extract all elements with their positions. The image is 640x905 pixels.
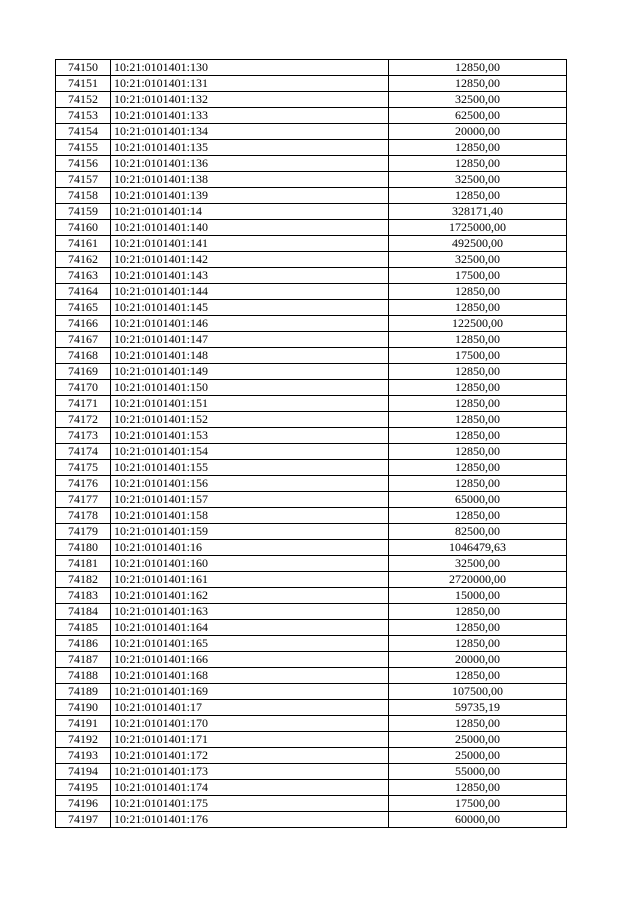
cadastral-number: 10:21:0101401:161 (111, 572, 389, 588)
table-row (56, 76, 567, 92)
row-number: 74151 (56, 76, 111, 92)
table-row (56, 460, 567, 476)
row-number: 74192 (56, 732, 111, 748)
row-number: 74156 (56, 156, 111, 172)
table-row (56, 716, 567, 732)
row-number: 74180 (56, 540, 111, 556)
cadastral-value: 60000,00 (389, 812, 567, 828)
cadastral-number: 10:21:0101401:175 (111, 796, 389, 812)
table-row (56, 188, 567, 204)
cadastral-number: 10:21:0101401:155 (111, 460, 389, 476)
table-row (56, 220, 567, 236)
cadastral-number: 10:21:0101401:17 (111, 700, 389, 716)
table-row (56, 540, 567, 556)
cadastral-value: 12850,00 (389, 636, 567, 652)
cadastral-value: 25000,00 (389, 748, 567, 764)
cadastral-value-table (55, 59, 567, 828)
cadastral-value: 1725000,00 (389, 220, 567, 236)
row-number: 74188 (56, 668, 111, 684)
table-row (56, 204, 567, 220)
cadastral-value: 12850,00 (389, 412, 567, 428)
cadastral-value: 82500,00 (389, 524, 567, 540)
cadastral-value: 12850,00 (389, 780, 567, 796)
cadastral-value: 12850,00 (389, 508, 567, 524)
cadastral-value: 12850,00 (389, 60, 567, 76)
cadastral-value: 122500,00 (389, 316, 567, 332)
table-row (56, 796, 567, 812)
table-row (56, 236, 567, 252)
row-number: 74196 (56, 796, 111, 812)
row-number: 74161 (56, 236, 111, 252)
row-number: 74171 (56, 396, 111, 412)
cadastral-number: 10:21:0101401:136 (111, 156, 389, 172)
row-number: 74165 (56, 300, 111, 316)
table-row (56, 348, 567, 364)
cadastral-number: 10:21:0101401:131 (111, 76, 389, 92)
table-row (56, 252, 567, 268)
cadastral-value: 107500,00 (389, 684, 567, 700)
table-row (56, 652, 567, 668)
table-row (56, 508, 567, 524)
cadastral-number: 10:21:0101401:143 (111, 268, 389, 284)
cadastral-number: 10:21:0101401:160 (111, 556, 389, 572)
table-row (56, 636, 567, 652)
row-number: 74191 (56, 716, 111, 732)
cadastral-value: 12850,00 (389, 428, 567, 444)
row-number: 74178 (56, 508, 111, 524)
row-number: 74163 (56, 268, 111, 284)
cadastral-value: 12850,00 (389, 716, 567, 732)
cadastral-number: 10:21:0101401:144 (111, 284, 389, 300)
row-number: 74187 (56, 652, 111, 668)
row-number: 74152 (56, 92, 111, 108)
cadastral-value: 15000,00 (389, 588, 567, 604)
cadastral-value: 12850,00 (389, 460, 567, 476)
cadastral-number: 10:21:0101401:169 (111, 684, 389, 700)
cadastral-value: 59735,19 (389, 700, 567, 716)
row-number: 74177 (56, 492, 111, 508)
cadastral-number: 10:21:0101401:152 (111, 412, 389, 428)
table-row (56, 140, 567, 156)
cadastral-value: 12850,00 (389, 668, 567, 684)
table-row (56, 428, 567, 444)
cadastral-number: 10:21:0101401:173 (111, 764, 389, 780)
cadastral-value: 328171,40 (389, 204, 567, 220)
cadastral-value: 12850,00 (389, 188, 567, 204)
row-number: 74174 (56, 444, 111, 460)
table-row (56, 524, 567, 540)
cadastral-number: 10:21:0101401:147 (111, 332, 389, 348)
cadastral-number: 10:21:0101401:134 (111, 124, 389, 140)
cadastral-number: 10:21:0101401:163 (111, 604, 389, 620)
table-row (56, 300, 567, 316)
cadastral-number: 10:21:0101401:164 (111, 620, 389, 636)
row-number: 74189 (56, 684, 111, 700)
table-row (56, 588, 567, 604)
table-body (56, 60, 567, 828)
cadastral-value: 12850,00 (389, 284, 567, 300)
cadastral-number: 10:21:0101401:14 (111, 204, 389, 220)
cadastral-number: 10:21:0101401:157 (111, 492, 389, 508)
cadastral-number: 10:21:0101401:156 (111, 476, 389, 492)
cadastral-number: 10:21:0101401:140 (111, 220, 389, 236)
cadastral-number: 10:21:0101401:135 (111, 140, 389, 156)
cadastral-value: 17500,00 (389, 268, 567, 284)
row-number: 74186 (56, 636, 111, 652)
table-row (56, 316, 567, 332)
cadastral-value: 65000,00 (389, 492, 567, 508)
row-number: 74159 (56, 204, 111, 220)
table-row (56, 700, 567, 716)
cadastral-value: 17500,00 (389, 348, 567, 364)
cadastral-number: 10:21:0101401:153 (111, 428, 389, 444)
cadastral-value: 12850,00 (389, 444, 567, 460)
table-row (56, 476, 567, 492)
table-row (56, 108, 567, 124)
row-number: 74190 (56, 700, 111, 716)
cadastral-value: 32500,00 (389, 92, 567, 108)
cadastral-value: 12850,00 (389, 364, 567, 380)
cadastral-number: 10:21:0101401:176 (111, 812, 389, 828)
cadastral-value: 12850,00 (389, 156, 567, 172)
cadastral-number: 10:21:0101401:170 (111, 716, 389, 732)
cadastral-value: 32500,00 (389, 252, 567, 268)
row-number: 74158 (56, 188, 111, 204)
table-row (56, 604, 567, 620)
table-row (56, 364, 567, 380)
row-number: 74172 (56, 412, 111, 428)
cadastral-number: 10:21:0101401:130 (111, 60, 389, 76)
table-row (56, 92, 567, 108)
row-number: 74157 (56, 172, 111, 188)
cadastral-value: 32500,00 (389, 556, 567, 572)
cadastral-number: 10:21:0101401:139 (111, 188, 389, 204)
row-number: 74154 (56, 124, 111, 140)
row-number: 74182 (56, 572, 111, 588)
table-row (56, 684, 567, 700)
table-row (56, 268, 567, 284)
cadastral-number: 10:21:0101401:138 (111, 172, 389, 188)
row-number: 74162 (56, 252, 111, 268)
cadastral-number: 10:21:0101401:148 (111, 348, 389, 364)
cadastral-value: 12850,00 (389, 604, 567, 620)
cadastral-number: 10:21:0101401:150 (111, 380, 389, 396)
row-number: 74170 (56, 380, 111, 396)
cadastral-value: 12850,00 (389, 300, 567, 316)
table-row (56, 764, 567, 780)
row-number: 74150 (56, 60, 111, 76)
table-row (56, 780, 567, 796)
cadastral-number: 10:21:0101401:149 (111, 364, 389, 380)
cadastral-value: 12850,00 (389, 380, 567, 396)
cadastral-value: 12850,00 (389, 76, 567, 92)
table-row (56, 668, 567, 684)
row-number: 74153 (56, 108, 111, 124)
row-number: 74193 (56, 748, 111, 764)
row-number: 74164 (56, 284, 111, 300)
table-row (56, 332, 567, 348)
table-row (56, 412, 567, 428)
row-number: 74185 (56, 620, 111, 636)
cadastral-value: 25000,00 (389, 732, 567, 748)
cadastral-number: 10:21:0101401:154 (111, 444, 389, 460)
row-number: 74194 (56, 764, 111, 780)
row-number: 74197 (56, 812, 111, 828)
table-row (56, 620, 567, 636)
cadastral-value: 55000,00 (389, 764, 567, 780)
cadastral-number: 10:21:0101401:159 (111, 524, 389, 540)
table-row (56, 396, 567, 412)
table-row (56, 124, 567, 140)
table-row (56, 748, 567, 764)
table-row (56, 284, 567, 300)
table-row (56, 732, 567, 748)
cadastral-number: 10:21:0101401:132 (111, 92, 389, 108)
cadastral-number: 10:21:0101401:174 (111, 780, 389, 796)
cadastral-value: 20000,00 (389, 124, 567, 140)
cadastral-value: 12850,00 (389, 332, 567, 348)
cadastral-value: 492500,00 (389, 236, 567, 252)
row-number: 74181 (56, 556, 111, 572)
cadastral-number: 10:21:0101401:151 (111, 396, 389, 412)
cadastral-value: 2720000,00 (389, 572, 567, 588)
cadastral-value: 20000,00 (389, 652, 567, 668)
cadastral-number: 10:21:0101401:165 (111, 636, 389, 652)
row-number: 74155 (56, 140, 111, 156)
table-row (56, 812, 567, 828)
table-row (56, 444, 567, 460)
cadastral-value: 32500,00 (389, 172, 567, 188)
cadastral-value: 12850,00 (389, 396, 567, 412)
row-number: 74176 (56, 476, 111, 492)
cadastral-number: 10:21:0101401:16 (111, 540, 389, 556)
row-number: 74166 (56, 316, 111, 332)
row-number: 74183 (56, 588, 111, 604)
cadastral-number: 10:21:0101401:162 (111, 588, 389, 604)
cadastral-number: 10:21:0101401:172 (111, 748, 389, 764)
table-row (56, 380, 567, 396)
cadastral-number: 10:21:0101401:133 (111, 108, 389, 124)
row-number: 74184 (56, 604, 111, 620)
row-number: 74168 (56, 348, 111, 364)
cadastral-value: 12850,00 (389, 620, 567, 636)
cadastral-value: 12850,00 (389, 476, 567, 492)
table-row (56, 156, 567, 172)
table-row (56, 556, 567, 572)
table-row (56, 492, 567, 508)
row-number: 74169 (56, 364, 111, 380)
row-number: 74160 (56, 220, 111, 236)
cadastral-number: 10:21:0101401:168 (111, 668, 389, 684)
cadastral-value: 62500,00 (389, 108, 567, 124)
cadastral-number: 10:21:0101401:145 (111, 300, 389, 316)
table-row (56, 572, 567, 588)
cadastral-value: 17500,00 (389, 796, 567, 812)
cadastral-number: 10:21:0101401:141 (111, 236, 389, 252)
row-number: 74175 (56, 460, 111, 476)
row-number: 74167 (56, 332, 111, 348)
cadastral-value: 12850,00 (389, 140, 567, 156)
cadastral-value: 1046479,63 (389, 540, 567, 556)
table-row (56, 60, 567, 76)
cadastral-number: 10:21:0101401:171 (111, 732, 389, 748)
table-row (56, 172, 567, 188)
cadastral-number: 10:21:0101401:158 (111, 508, 389, 524)
cadastral-number: 10:21:0101401:166 (111, 652, 389, 668)
row-number: 74195 (56, 780, 111, 796)
row-number: 74179 (56, 524, 111, 540)
cadastral-number: 10:21:0101401:142 (111, 252, 389, 268)
row-number: 74173 (56, 428, 111, 444)
cadastral-number: 10:21:0101401:146 (111, 316, 389, 332)
